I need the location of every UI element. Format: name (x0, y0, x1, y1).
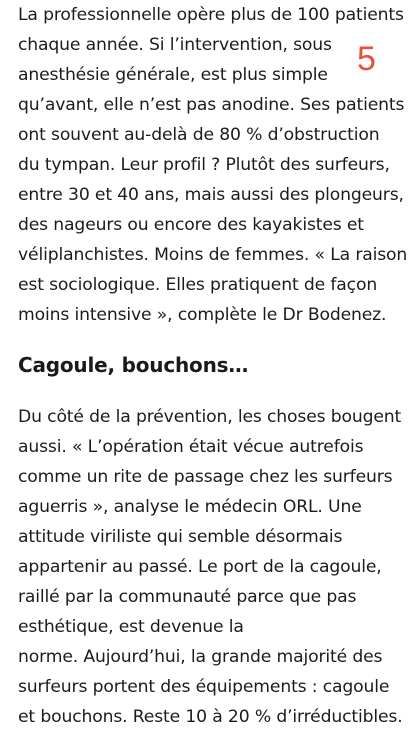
section-heading: Cagoule, bouchons… (18, 353, 249, 377)
text-line: esthétique, est devenue la (18, 617, 244, 637)
text-line: comme un rite de passage chez les surfeurs (18, 467, 393, 487)
text-line: qu’avant, elle n’est pas anodine. Ses patients (18, 95, 405, 115)
text-line: raillé par la communauté parce que pas (18, 587, 357, 607)
text-line: et bouchons. Reste 10 à 20 % d’irréductibles. (18, 707, 403, 727)
article-body (18, 0, 410, 732)
text-line: La professionnelle opère plus de 100 patients (18, 5, 404, 25)
text-line: chaque année. Si l’intervention, sous (18, 35, 332, 55)
text-line: est sociologique. Elles pratiquent de façon (18, 275, 378, 295)
text-line: ont souvent au-delà de 80 % d’obstruction (18, 125, 380, 145)
text-line: du tympan. Leur profil ? Plutôt des surfeurs, (18, 155, 390, 175)
text-line: appartenir au passé. Le port de la cagoule, (18, 557, 382, 577)
paragraph-prevention (18, 396, 410, 732)
paragraph-intro (18, 0, 410, 330)
text-line: Du côté de la prévention, les choses bougent (18, 407, 402, 427)
text-line: des nageurs ou encore des kayakistes et (18, 215, 364, 235)
text-line: attitude viriliste qui semble désormais (18, 527, 343, 547)
text-line: norme. Aujourd’hui, la grande majorité des (18, 647, 383, 667)
text-line: anesthésie générale, est plus simple (18, 65, 328, 85)
text-line: moins intensive », complète le Dr Bodenez. (18, 305, 387, 325)
page-number-badge: 5 (357, 40, 376, 78)
text-line: aussi. « L’opération était vécue autrefois (18, 437, 364, 457)
text-line: surfeurs portent des équipements : cagoule (18, 677, 390, 697)
text-line: aguerris », analyse le médecin ORL. Une (18, 497, 362, 517)
text-line: entre 30 et 40 ans, mais aussi des plongeurs, (18, 185, 404, 205)
text-line: véliplanchistes. Moins de femmes. « La raison (18, 245, 408, 265)
